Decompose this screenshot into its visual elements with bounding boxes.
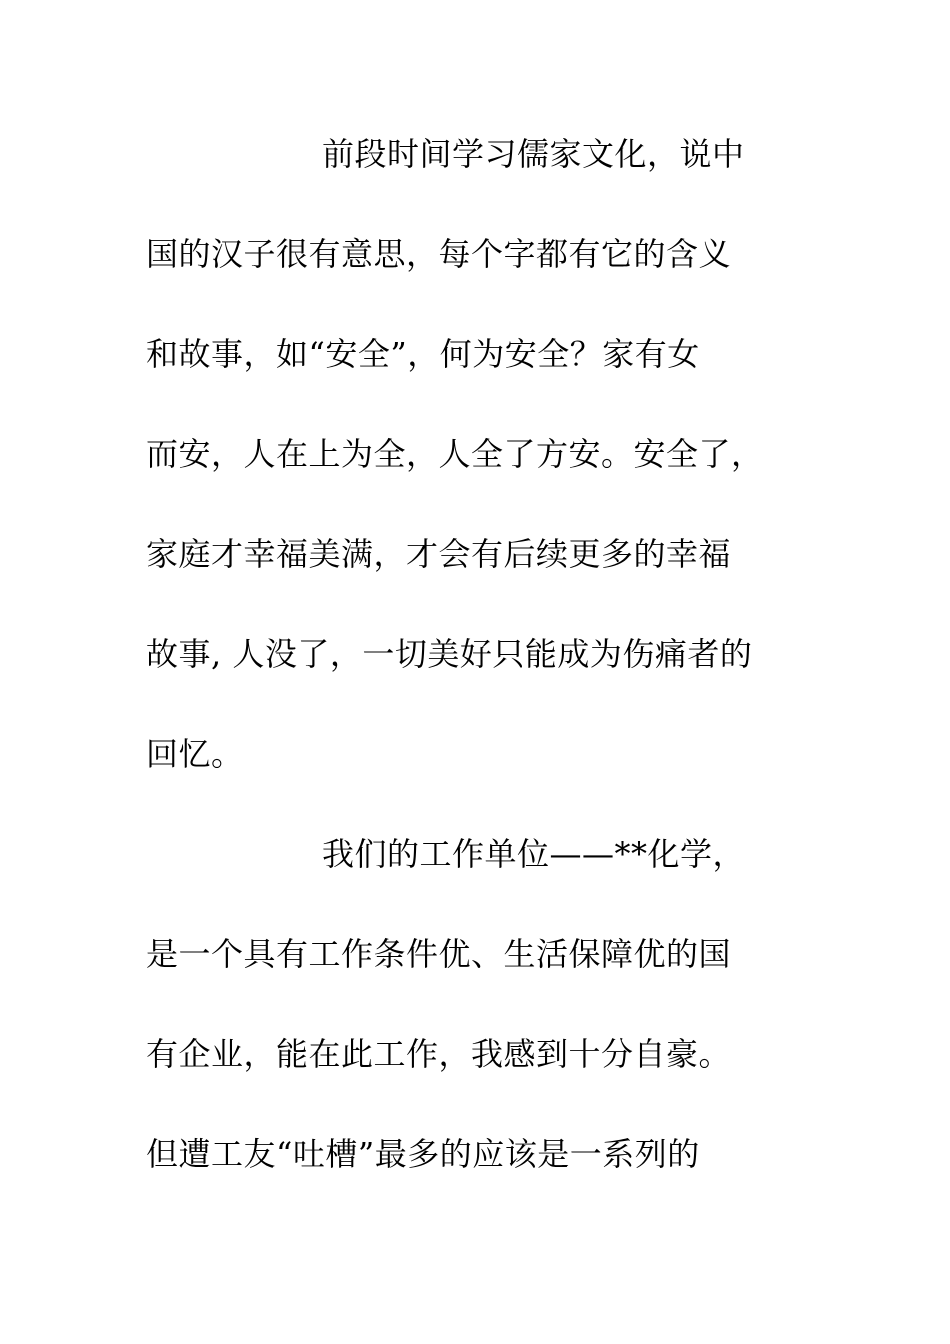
paragraph-2	[146, 825, 806, 1225]
paragraph-line: 但遭工友“吐槽”最多的应该是一系列的	[146, 1135, 700, 1173]
paragraph-line: 我们的工作单位——**化学，	[322, 835, 746, 873]
paragraph-line: 回忆。	[146, 735, 244, 773]
paragraph-line: 家庭才幸福美满，才会有后续更多的幸福	[146, 535, 732, 573]
paragraph-1	[146, 125, 806, 825]
paragraph-line: 故事, 人没了，一切美好只能成为伤痛者的	[146, 635, 753, 673]
paragraph-line: 有企业，能在此工作，我感到十分自豪。	[146, 1035, 732, 1073]
paragraph-line: 前段时间学习儒家文化，说中	[322, 135, 745, 173]
document-body	[146, 125, 806, 1225]
paragraph-line: 而安，人在上为全，人全了方安。安全了，	[146, 435, 764, 473]
paragraph-line: 国的汉子很有意思，每个字都有它的含义	[146, 235, 732, 273]
paragraph-line: 和故事，如“安全”，何为安全？家有女	[146, 335, 700, 373]
paragraph-line: 是一个具有工作条件优、生活保障优的国	[146, 935, 732, 973]
